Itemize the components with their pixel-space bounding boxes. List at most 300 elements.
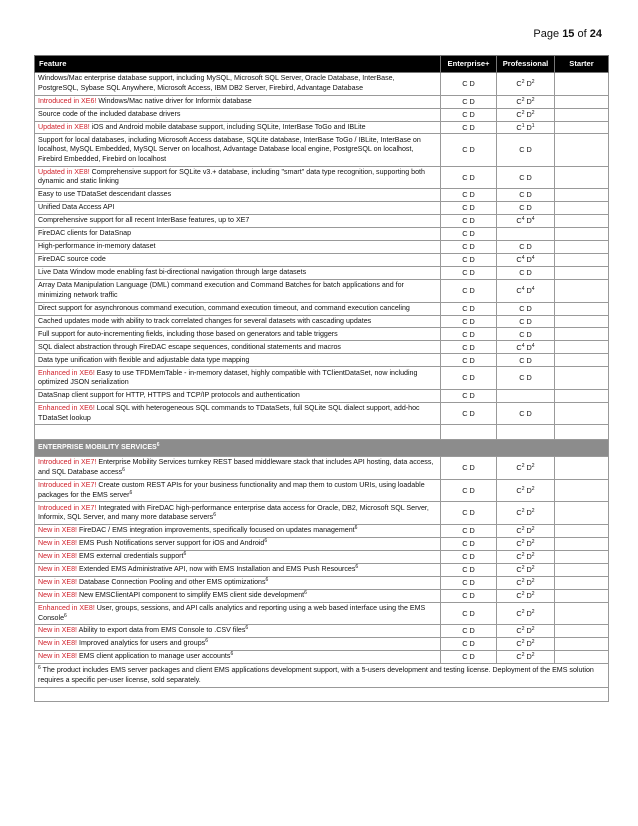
feature-text: DataSnap client support for HTTP, HTTPS and TCP/IP protocols and authentication xyxy=(38,391,300,400)
table-row xyxy=(35,315,609,328)
feature-text: Comprehensive support for SQLite v3.+ database, including "smart" data type recognition, supporting both dynamic and static linking xyxy=(38,167,425,186)
pro-main: C xyxy=(516,216,522,226)
pro-footnote-ref: 2 xyxy=(531,639,535,646)
professional-value xyxy=(497,341,555,354)
pro-main: C xyxy=(516,342,522,352)
pro-mid: D xyxy=(524,626,532,636)
feature-text: Unified Data Access API xyxy=(38,203,115,212)
professional-value xyxy=(497,279,555,302)
pro-main: C D xyxy=(519,408,532,418)
enterprise-value: C D xyxy=(441,108,497,121)
pro-footnote-ref: 2 xyxy=(521,96,525,103)
pro-footnote-ref: 2 xyxy=(521,526,525,533)
pro-mid: D xyxy=(524,565,532,574)
starter-value xyxy=(555,95,609,108)
enterprise-value: C D xyxy=(441,215,497,228)
footnote-ref: 6 xyxy=(265,576,269,583)
table-row xyxy=(35,166,609,189)
pro-mid: D xyxy=(524,639,532,649)
table-row xyxy=(35,589,609,602)
enterprise-value: C D xyxy=(441,202,497,215)
starter-value xyxy=(555,202,609,215)
professional-value xyxy=(497,315,555,328)
pro-footnote-ref: 2 xyxy=(531,485,535,492)
pro-footnote-ref: 4 xyxy=(531,342,535,349)
feature-cell xyxy=(35,402,441,425)
feature-cell xyxy=(35,95,441,108)
pro-footnote-ref: 4 xyxy=(531,255,535,262)
pro-footnote-ref: 2 xyxy=(531,96,535,103)
feature-cell xyxy=(35,215,441,228)
feature-cell xyxy=(35,228,441,241)
professional-value xyxy=(497,241,555,254)
pro-footnote-ref: 2 xyxy=(521,485,525,492)
pro-main: C xyxy=(516,639,522,649)
starter-value xyxy=(555,602,609,625)
table-row xyxy=(35,279,609,302)
enterprise-value: C D xyxy=(441,402,497,425)
feature-text: Source code of the included database drivers xyxy=(38,109,181,118)
feature-cell xyxy=(35,166,441,189)
pro-main: C xyxy=(516,285,522,295)
footnote-ref: 6 xyxy=(355,564,359,570)
blank-cell xyxy=(555,425,609,439)
feature-cell xyxy=(35,457,441,480)
enterprise-value: C D xyxy=(441,367,497,390)
new-tag: Enhanced in XE6! xyxy=(38,368,95,377)
pro-footnote-ref: 4 xyxy=(521,285,525,292)
starter-value xyxy=(555,502,609,525)
enterprise-value: C D xyxy=(441,638,497,651)
feature-matrix xyxy=(34,55,608,702)
pro-main: C xyxy=(516,539,522,549)
header-professional: Professional xyxy=(497,56,555,73)
pro-footnote-ref: 2 xyxy=(521,508,525,515)
new-tag: Updated in XE8! xyxy=(38,167,90,176)
pro-mid: D xyxy=(524,552,532,562)
new-tag: Introduced in XE7! xyxy=(38,503,97,512)
enterprise-value: C D xyxy=(441,241,497,254)
starter-value xyxy=(555,302,609,315)
pro-mid: D xyxy=(524,608,532,618)
professional-value xyxy=(497,228,555,241)
feature-text: Windows/Mac native driver for Informix database xyxy=(96,96,252,105)
page-total: 24 xyxy=(589,28,602,40)
starter-value xyxy=(555,189,609,202)
feature-text: Comprehensive support for all recent InterBase features, up to XE7 xyxy=(38,216,250,225)
table-row xyxy=(35,215,609,228)
feature-cell xyxy=(35,537,441,550)
pro-footnote-ref: 4 xyxy=(521,255,525,262)
pro-footnote-ref: 2 xyxy=(531,526,535,533)
starter-value xyxy=(555,402,609,425)
enterprise-value: C D xyxy=(441,602,497,625)
header-enterprise: Enterprise+ xyxy=(441,56,497,73)
pro-mid: D xyxy=(524,463,532,473)
header-starter: Starter xyxy=(555,56,609,73)
feature-cell xyxy=(35,576,441,589)
feature-text: Database Connection Pooling and other EMS optimizations xyxy=(77,577,266,586)
enterprise-value: C D xyxy=(441,389,497,402)
pro-mid: D xyxy=(524,577,532,587)
table-row xyxy=(35,189,609,202)
pro-footnote-ref: 2 xyxy=(521,552,525,559)
professional-value xyxy=(497,576,555,589)
pro-main: C xyxy=(516,255,522,265)
feature-text: Easy to use TDataSet descendant classes xyxy=(38,190,172,199)
table-row xyxy=(35,73,609,96)
enterprise-value: C D xyxy=(441,134,497,166)
professional-value xyxy=(497,302,555,315)
pro-main: C xyxy=(516,508,522,518)
table-row xyxy=(35,638,609,651)
pro-main: C xyxy=(516,590,522,600)
professional-value xyxy=(497,267,555,280)
feature-cell xyxy=(35,479,441,502)
feature-text: User, groups, sessions, and API calls analytics and reporting using a web based interface using the EMS Console xyxy=(38,603,426,622)
table-row xyxy=(35,479,609,502)
enterprise-value: C D xyxy=(441,589,497,602)
starter-value xyxy=(555,367,609,390)
pro-footnote-ref: 2 xyxy=(531,552,535,559)
enterprise-value: C D xyxy=(441,95,497,108)
pro-footnote-ref: 2 xyxy=(531,109,535,116)
pro-mid: D xyxy=(524,508,532,518)
pro-main: C D xyxy=(519,316,532,326)
enterprise-value: C D xyxy=(441,302,497,315)
new-tag: New in XE8! xyxy=(38,526,78,535)
pro-main: C xyxy=(516,485,522,495)
feature-cell xyxy=(35,267,441,280)
footnote-row xyxy=(35,664,609,688)
footnote-text: The product includes EMS server packages and client EMS applications development support, with a 5-users development and testing license. Deployment of the EMS solution requires a specific per-user license, sold separately. xyxy=(38,666,594,684)
feature-text: EMS Push Notifications server support for iOS and Android xyxy=(77,539,265,548)
blank-cell xyxy=(35,425,441,439)
pro-footnote-ref: 2 xyxy=(521,590,525,597)
table-row xyxy=(35,651,609,664)
enterprise-value: C D xyxy=(441,502,497,525)
table-row xyxy=(35,563,609,576)
pro-mid: D xyxy=(524,539,532,549)
enterprise-value: C D xyxy=(441,121,497,134)
enterprise-value: C D xyxy=(441,479,497,502)
feature-cell xyxy=(35,328,441,341)
table-row xyxy=(35,625,609,638)
feature-text: Direct support for asynchronous command execution, command execution timeout, and command execution canceling xyxy=(38,303,410,312)
starter-value xyxy=(555,479,609,502)
professional-value xyxy=(497,367,555,390)
starter-value xyxy=(555,134,609,166)
professional-value xyxy=(497,479,555,502)
footnote-ref: 6 xyxy=(64,612,67,619)
feature-cell xyxy=(35,550,441,563)
blank-cell xyxy=(497,425,555,439)
pro-main: C xyxy=(516,78,522,88)
pro-main: C D xyxy=(519,242,532,252)
starter-value xyxy=(555,354,609,367)
feature-text: iOS and Android mobile database support, including SQLite, InterBase ToGo and IBLite xyxy=(89,122,366,131)
pro-main: C D xyxy=(519,190,532,200)
table-row xyxy=(35,328,609,341)
pro-main: C xyxy=(516,577,522,587)
pro-footnote-ref: 2 xyxy=(521,577,525,584)
table-row xyxy=(35,228,609,241)
pro-mid: D xyxy=(524,342,532,352)
feature-text: FireDAC / EMS integration improvements, specifically focused on updates management xyxy=(77,526,355,535)
enterprise-value: C D xyxy=(441,625,497,638)
pro-mid: D xyxy=(524,96,532,106)
feature-text: Create custom REST APIs for your business functionality and map them to custom URIs, using loadable packages for the EMS server xyxy=(38,480,425,499)
pro-footnote-ref: 2 xyxy=(531,539,535,546)
feature-text: EMS client application to manage user accounts xyxy=(77,652,231,661)
section-footnote-ref: 6 xyxy=(156,442,160,449)
feature-text: Live Data Window mode enabling fast bi-directional navigation through large datasets xyxy=(38,268,307,277)
pro-main: C D xyxy=(519,145,532,155)
starter-value xyxy=(555,241,609,254)
enterprise-value: C D xyxy=(441,189,497,202)
starter-value xyxy=(555,121,609,134)
feature-cell xyxy=(35,73,441,96)
table-row xyxy=(35,134,609,166)
table-row xyxy=(35,267,609,280)
professional-value xyxy=(497,328,555,341)
pro-footnote-ref: 1 xyxy=(521,122,525,129)
feature-cell xyxy=(35,134,441,166)
table-row xyxy=(35,202,609,215)
enterprise-value: C D xyxy=(441,651,497,664)
pro-footnote-ref: 2 xyxy=(531,78,535,85)
end-cell xyxy=(35,688,609,701)
pro-main: C D xyxy=(519,203,532,213)
new-tag: New in XE8! xyxy=(38,539,78,548)
footnote-ref: 6 xyxy=(122,467,125,473)
starter-value xyxy=(555,576,609,589)
enterprise-value: C D xyxy=(441,279,497,302)
feature-text: Local SQL with heterogeneous SQL commands to TDataSets, full SQLite SQL dialect support, add-hoc TDataSet lookup xyxy=(38,404,420,422)
starter-value xyxy=(555,279,609,302)
feature-cell xyxy=(35,315,441,328)
pro-footnote-ref: 2 xyxy=(531,463,535,470)
feature-cell xyxy=(35,302,441,315)
footnote-ref: 6 xyxy=(264,538,268,545)
table-row xyxy=(35,502,609,525)
new-tag: New in XE8! xyxy=(38,577,78,586)
pro-footnote-ref: 4 xyxy=(531,216,535,223)
enterprise-value: C D xyxy=(441,166,497,189)
pro-main: C D xyxy=(519,268,532,278)
feature-text: FireDAC clients for DataSnap xyxy=(38,229,132,238)
feature-cell xyxy=(35,638,441,651)
enterprise-value: C D xyxy=(441,550,497,563)
end-row xyxy=(35,688,609,701)
footnote-ref: 6 xyxy=(205,638,208,645)
feature-cell xyxy=(35,589,441,602)
pro-main: C xyxy=(516,109,522,119)
table-row xyxy=(35,550,609,563)
pro-footnote-ref: 2 xyxy=(531,508,535,515)
professional-value xyxy=(497,537,555,550)
feature-cell xyxy=(35,189,441,202)
pro-main: C xyxy=(516,565,522,574)
pro-footnote-ref: 2 xyxy=(521,608,525,615)
starter-value xyxy=(555,638,609,651)
footnote-ref: 6 xyxy=(213,512,216,519)
professional-value xyxy=(497,254,555,267)
feature-cell xyxy=(35,502,441,525)
professional-value xyxy=(497,651,555,664)
pro-main: C D xyxy=(519,329,532,339)
new-tag: Introduced in XE7! xyxy=(38,480,97,489)
pro-footnote-ref: 2 xyxy=(531,577,535,584)
enterprise-value: C D xyxy=(441,576,497,589)
professional-value xyxy=(497,215,555,228)
new-tag: Updated in XE8! xyxy=(38,122,90,131)
professional-value xyxy=(497,589,555,602)
footnote-ref: 6 xyxy=(354,525,358,532)
enterprise-value: C D xyxy=(441,341,497,354)
pro-footnote-ref: 2 xyxy=(531,590,535,597)
starter-value xyxy=(555,563,609,576)
feature-text: SQL dialect abstraction through FireDAC escape sequences, conditional statements and macros xyxy=(38,342,341,351)
feature-text: Improved analytics for users and groups xyxy=(77,639,206,648)
pro-footnote-ref: 2 xyxy=(521,78,525,85)
header-feature: Feature xyxy=(35,56,441,73)
feature-cell xyxy=(35,202,441,215)
pro-main: C D xyxy=(519,355,532,365)
pro-footnote-ref: 4 xyxy=(531,285,535,292)
table-row xyxy=(35,367,609,390)
starter-value xyxy=(555,328,609,341)
pro-mid: D xyxy=(524,526,532,536)
feature-text: New EMSClientAPI component to simplify EMS client side development xyxy=(77,590,305,599)
starter-value xyxy=(555,228,609,241)
enterprise-value: C D xyxy=(441,537,497,550)
pro-mid: D xyxy=(524,109,532,119)
pro-main: C xyxy=(516,463,522,473)
enterprise-value: C D xyxy=(441,524,497,537)
feature-text: Integrated with FireDAC high-performance enterprise data access for Oracle, DB2, Microsoft SQL Server, Informix, SQL Server, and many more database servers xyxy=(38,503,429,522)
professional-value xyxy=(497,502,555,525)
professional-value xyxy=(497,402,555,425)
table-row xyxy=(35,457,609,480)
new-tag: New in XE8! xyxy=(38,565,78,573)
pro-mid: D xyxy=(524,255,532,265)
table-row xyxy=(35,108,609,121)
feature-text: Windows/Mac enterprise database support, including MySQL, Microsoft SQL Server, Oracle Database, InterBase, PostgreSQL, Sybase SQL Anywhere, Microsoft Access, IBM DB2 Server, Firebird, Advantage Database xyxy=(38,74,395,92)
pro-mid: D xyxy=(524,485,532,495)
feature-text: High-performance in-memory dataset xyxy=(38,242,156,251)
pro-footnote-ref: 4 xyxy=(521,342,525,349)
pro-main: C D xyxy=(519,303,532,313)
feature-text: Easy to use TFDMemTable - in-memory dataset, highly compatible with TClientDataSet, now including optimized JSON serialization xyxy=(38,368,418,387)
pro-mid: D xyxy=(524,122,532,132)
page-number xyxy=(533,28,602,40)
starter-value xyxy=(555,651,609,664)
feature-cell xyxy=(35,279,441,302)
starter-value xyxy=(555,315,609,328)
pro-main: C xyxy=(516,526,522,536)
footnote-ref: 6 xyxy=(230,651,234,658)
feature-cell xyxy=(35,602,441,625)
footnote-ref: 6 xyxy=(183,551,187,558)
professional-value xyxy=(497,108,555,121)
page-label: Page xyxy=(533,28,560,40)
table-row xyxy=(35,389,609,402)
professional-value xyxy=(497,134,555,166)
pro-main: C D xyxy=(519,373,532,383)
feature-cell xyxy=(35,241,441,254)
pro-main: C xyxy=(516,608,522,618)
pro-footnote-ref: 2 xyxy=(531,626,535,633)
table-row xyxy=(35,576,609,589)
professional-value xyxy=(497,457,555,480)
table-row xyxy=(35,524,609,537)
feature-cell xyxy=(35,121,441,134)
table-row xyxy=(35,602,609,625)
blank-cell xyxy=(441,425,497,439)
starter-value xyxy=(555,73,609,96)
professional-value xyxy=(497,121,555,134)
feature-text: Data type unification with flexible and adjustable data type mapping xyxy=(38,355,250,364)
footnote-cell xyxy=(35,664,609,688)
new-tag: New in XE8! xyxy=(38,652,78,661)
footnote-ref: 6 xyxy=(245,625,249,632)
pro-main: C xyxy=(516,652,522,662)
table-body xyxy=(35,73,609,702)
enterprise-value: C D xyxy=(441,563,497,576)
section-title: ENTERPRISE MOBILITY SERVICES xyxy=(38,443,157,452)
professional-value xyxy=(497,524,555,537)
pro-footnote-ref: 1 xyxy=(531,122,535,129)
feature-text: Cached updates mode with ability to track correlated changes for several datasets with cascading updates xyxy=(38,316,372,325)
page-current: 15 xyxy=(562,28,575,40)
starter-value xyxy=(555,108,609,121)
new-tag: New in XE8! xyxy=(38,639,78,648)
pro-footnote-ref: 2 xyxy=(521,626,525,633)
table-header-row xyxy=(35,56,609,73)
feature-text: Enterprise Mobility Services turnkey REST based middleware stack that includes API hosting, data access, and SQL Database access xyxy=(38,458,434,476)
pro-footnote-ref: 4 xyxy=(521,216,525,223)
pro-footnote-ref: 2 xyxy=(531,652,535,659)
pro-main: C xyxy=(516,626,522,636)
table-row xyxy=(35,254,609,267)
feature-cell xyxy=(35,254,441,267)
feature-cell xyxy=(35,524,441,537)
pro-mid: D xyxy=(524,285,532,295)
table-row xyxy=(35,302,609,315)
section-row xyxy=(35,439,609,456)
professional-value xyxy=(497,625,555,638)
new-tag: Enhanced in XE8! xyxy=(38,603,95,612)
professional-value xyxy=(497,638,555,651)
feature-text: FireDAC source code xyxy=(38,255,106,264)
starter-value xyxy=(555,457,609,480)
section-title-cell xyxy=(35,439,609,456)
professional-value xyxy=(497,95,555,108)
starter-value xyxy=(555,550,609,563)
footnote-mark: 6 xyxy=(38,665,41,672)
footnote-ref: 6 xyxy=(304,589,307,596)
pro-main: C xyxy=(516,552,522,562)
starter-value xyxy=(555,215,609,228)
table-row xyxy=(35,121,609,134)
new-tag: Enhanced in XE6! xyxy=(38,404,95,413)
feature-cell xyxy=(35,341,441,354)
new-tag: New in XE8! xyxy=(38,590,78,599)
professional-value xyxy=(497,602,555,625)
feature-cell xyxy=(35,367,441,390)
enterprise-value: C D xyxy=(441,73,497,96)
